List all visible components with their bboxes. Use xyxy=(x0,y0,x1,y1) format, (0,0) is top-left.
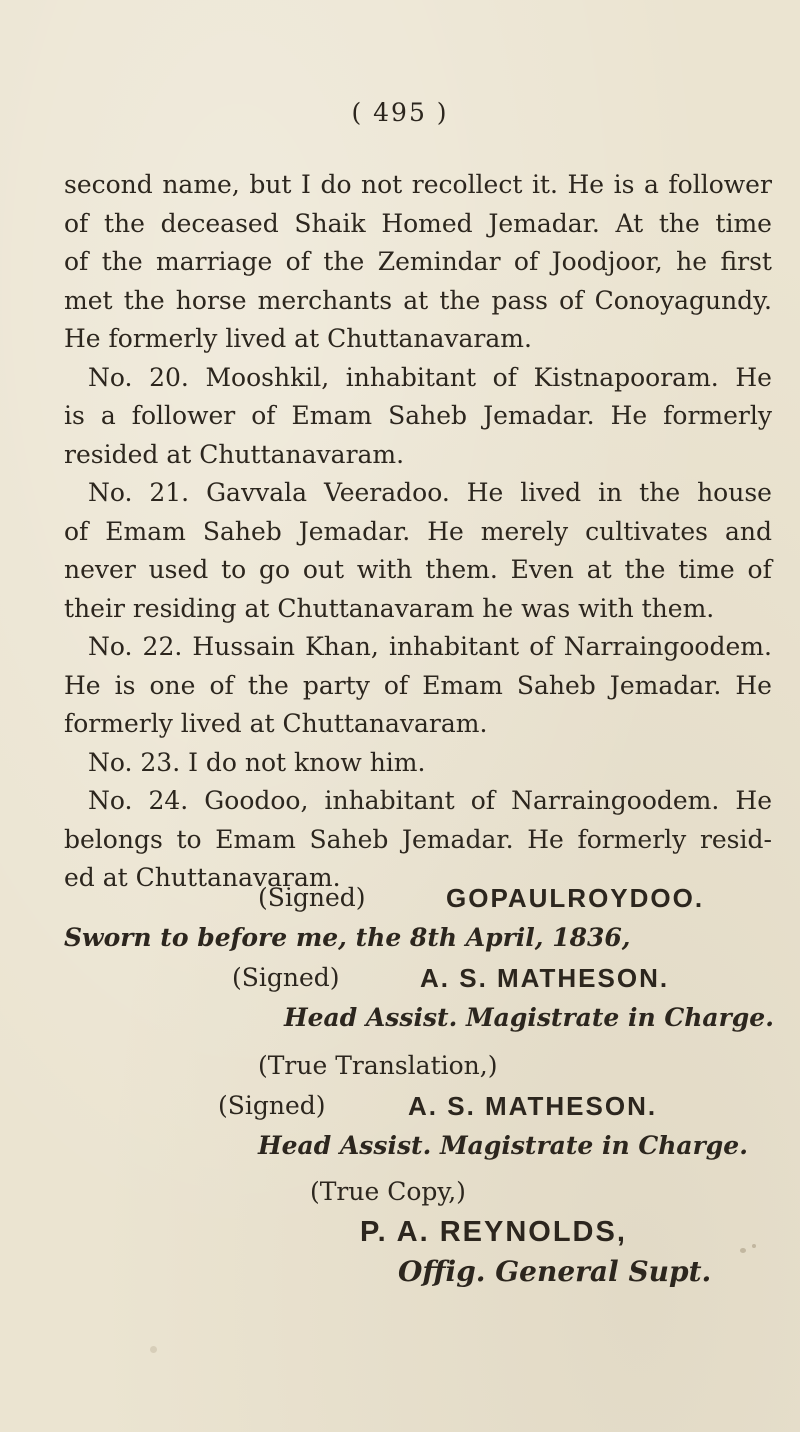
title-row xyxy=(0,998,800,1038)
word: No. xyxy=(88,632,133,661)
signed-label: (Signed) xyxy=(218,1091,326,1120)
word: in xyxy=(598,478,623,507)
magistrate-name: A. S. MATHESON. xyxy=(420,963,670,993)
word: second xyxy=(64,170,153,199)
word: of xyxy=(747,555,772,584)
signature-row xyxy=(0,878,800,918)
text-line: their residing at Chuttanavaram he was with them. xyxy=(64,593,715,623)
word: of xyxy=(64,208,89,238)
word: of xyxy=(64,247,89,276)
text-line xyxy=(64,397,772,436)
word: never xyxy=(64,555,136,584)
signature-block xyxy=(0,878,800,1292)
paper-blemish xyxy=(752,1244,756,1248)
text-line xyxy=(64,359,772,398)
deposition-text xyxy=(64,166,772,898)
word: recollect xyxy=(411,170,523,199)
word: He xyxy=(735,670,772,700)
title-row xyxy=(0,1252,800,1292)
word: with xyxy=(356,555,413,584)
signature-row xyxy=(0,1086,800,1126)
text-line xyxy=(64,282,772,321)
word: of xyxy=(251,401,276,430)
word: No. xyxy=(88,478,133,507)
title-row xyxy=(0,1126,800,1166)
word: Shaik xyxy=(294,208,366,238)
word: the xyxy=(639,478,681,507)
word: met xyxy=(64,285,113,315)
word: formerly xyxy=(663,401,772,430)
word: a xyxy=(643,170,659,199)
word: time xyxy=(715,208,772,238)
word: Homed xyxy=(381,208,473,238)
word: the xyxy=(101,247,143,276)
word: of xyxy=(492,362,517,392)
superintendent-name: P. A. REYNOLDS, xyxy=(360,1216,627,1248)
word: Hussain xyxy=(192,632,295,661)
magistrate-title: Head Assist. Magistrate in Charge. xyxy=(284,1003,774,1032)
word: of xyxy=(383,670,409,700)
word: Saheb xyxy=(388,401,468,430)
word: go xyxy=(259,555,291,584)
word: Joodjoor, xyxy=(551,247,663,276)
word: and xyxy=(724,516,772,546)
word: the xyxy=(624,555,666,584)
word: the xyxy=(323,247,365,276)
word: the xyxy=(123,285,165,315)
word: at xyxy=(403,285,429,315)
true-translation-label: (True Translation,) xyxy=(258,1051,498,1080)
word: 20. xyxy=(149,362,189,392)
word: of xyxy=(513,247,539,276)
word: of xyxy=(470,786,496,815)
text-line: resided at Chuttanavaram. xyxy=(64,439,405,469)
word: belongs xyxy=(64,824,163,854)
word: is xyxy=(114,670,136,700)
word: Jemadar. xyxy=(298,516,411,546)
word: He xyxy=(735,786,772,815)
word: is xyxy=(613,170,635,199)
word: do xyxy=(320,170,352,199)
word: party xyxy=(302,670,370,700)
word: follower xyxy=(131,401,236,430)
word: lived xyxy=(520,478,582,507)
sworn-row xyxy=(0,918,800,958)
word: it. xyxy=(531,170,558,199)
word: He xyxy=(427,516,464,546)
superintendent-title: Offig. General Supt. xyxy=(398,1255,712,1288)
word: follower xyxy=(668,170,772,199)
word: Goodoo, xyxy=(204,786,309,815)
word: Gavvala xyxy=(206,478,308,507)
word: Khan, xyxy=(305,632,379,661)
word: inhabitant xyxy=(388,632,520,661)
word: Emam xyxy=(291,401,373,430)
word: Mooshkil, xyxy=(205,362,330,392)
word: of xyxy=(64,516,89,546)
word: cultivates xyxy=(585,516,708,546)
word: Emam xyxy=(105,516,186,546)
word: the xyxy=(658,208,700,238)
word: Saheb xyxy=(516,670,596,700)
word: of xyxy=(209,670,234,700)
word: Narraingoodem. xyxy=(563,632,772,661)
paper-blemish xyxy=(740,1248,746,1253)
deponent-name: GOPAULROYDOO. xyxy=(446,883,705,913)
page-number: ( 495 ) xyxy=(351,98,449,127)
word: to xyxy=(176,824,202,854)
word: pass xyxy=(491,285,549,315)
word: Jemadar. xyxy=(483,401,595,430)
word: is xyxy=(64,401,85,430)
word: to xyxy=(221,555,247,584)
word: but xyxy=(249,170,292,199)
word: deceased xyxy=(160,208,279,238)
word: he xyxy=(676,247,708,276)
word: He xyxy=(735,362,772,392)
word: No. xyxy=(88,362,133,392)
word: Narraingoodem. xyxy=(511,786,720,815)
word: No. xyxy=(88,786,133,815)
word: Kistnapooram. xyxy=(533,362,719,392)
magistrate-title: Head Assist. Magistrate in Charge. xyxy=(258,1131,748,1160)
word: Emam xyxy=(422,670,503,700)
word: name, xyxy=(162,170,240,199)
word: a xyxy=(100,401,116,430)
text-line xyxy=(64,166,772,205)
word: marriage xyxy=(156,247,273,276)
word: He xyxy=(567,170,605,199)
word: He xyxy=(610,401,648,430)
word: the xyxy=(247,670,289,700)
word: used xyxy=(148,555,209,584)
word: not xyxy=(361,170,403,199)
word: house xyxy=(697,478,772,507)
text-line xyxy=(64,782,772,821)
word: He xyxy=(527,824,564,854)
word: merchants xyxy=(257,285,393,315)
word: I xyxy=(301,170,311,199)
word: Veeradoo. xyxy=(323,478,450,507)
word: Saheb xyxy=(202,516,282,546)
text-line xyxy=(64,205,772,244)
word: Jemadar. xyxy=(609,670,722,700)
word: Jemadar. xyxy=(402,824,514,854)
word: Emam xyxy=(215,824,296,854)
text-line: formerly lived at Chuttanavaram. xyxy=(64,709,488,738)
word: 22. xyxy=(142,632,183,661)
text-line xyxy=(64,243,772,282)
word: inhabitant xyxy=(324,786,455,815)
signed-label: (Signed) xyxy=(258,883,366,912)
word: Saheb xyxy=(309,824,389,854)
paper-blemish xyxy=(150,1346,157,1353)
true-copy-label: (True Copy,) xyxy=(310,1177,466,1206)
word: of xyxy=(529,632,554,661)
word: resid- xyxy=(699,824,772,854)
word: inhabitant xyxy=(345,362,476,392)
text-line xyxy=(64,821,772,860)
word: formerly xyxy=(577,824,687,854)
word: He xyxy=(466,478,504,507)
text-line xyxy=(64,667,772,706)
attestation-row xyxy=(0,1046,800,1086)
word: out xyxy=(302,555,345,584)
word: the xyxy=(103,208,145,238)
word: merely xyxy=(480,516,569,546)
word: of xyxy=(559,285,584,315)
sworn-statement: Sworn to before me, the 8th April, 1836, xyxy=(64,923,631,952)
word: He xyxy=(64,670,101,700)
word: 24. xyxy=(148,786,189,815)
signature-row xyxy=(0,1212,800,1252)
word: horse xyxy=(175,285,247,315)
text-line xyxy=(64,513,772,552)
word: 21. xyxy=(149,478,190,507)
word: of xyxy=(285,247,310,276)
word: Zemindar xyxy=(377,247,501,276)
signature-row xyxy=(0,958,800,998)
word: Jemadar. xyxy=(488,208,600,238)
word: at xyxy=(586,555,612,584)
text-line: ed at Chuttanavaram. xyxy=(64,863,341,892)
word: one xyxy=(149,670,196,700)
attestation-row xyxy=(0,1172,800,1212)
word: Conoyagundy. xyxy=(594,285,772,315)
word: Even xyxy=(510,555,574,584)
word: time xyxy=(678,555,735,584)
word: first xyxy=(720,247,772,276)
text-line xyxy=(64,628,772,667)
word: the xyxy=(439,285,481,315)
word: At xyxy=(615,208,644,238)
text-line: He formerly lived at Chuttanavaram. xyxy=(64,324,532,353)
magistrate-name: A. S. MATHESON. xyxy=(408,1091,658,1121)
word: them. xyxy=(425,555,498,584)
text-line: No. 23. I do not know him. xyxy=(88,747,426,777)
signed-label: (Signed) xyxy=(232,963,340,992)
text-line xyxy=(64,474,772,513)
text-line xyxy=(64,551,772,590)
